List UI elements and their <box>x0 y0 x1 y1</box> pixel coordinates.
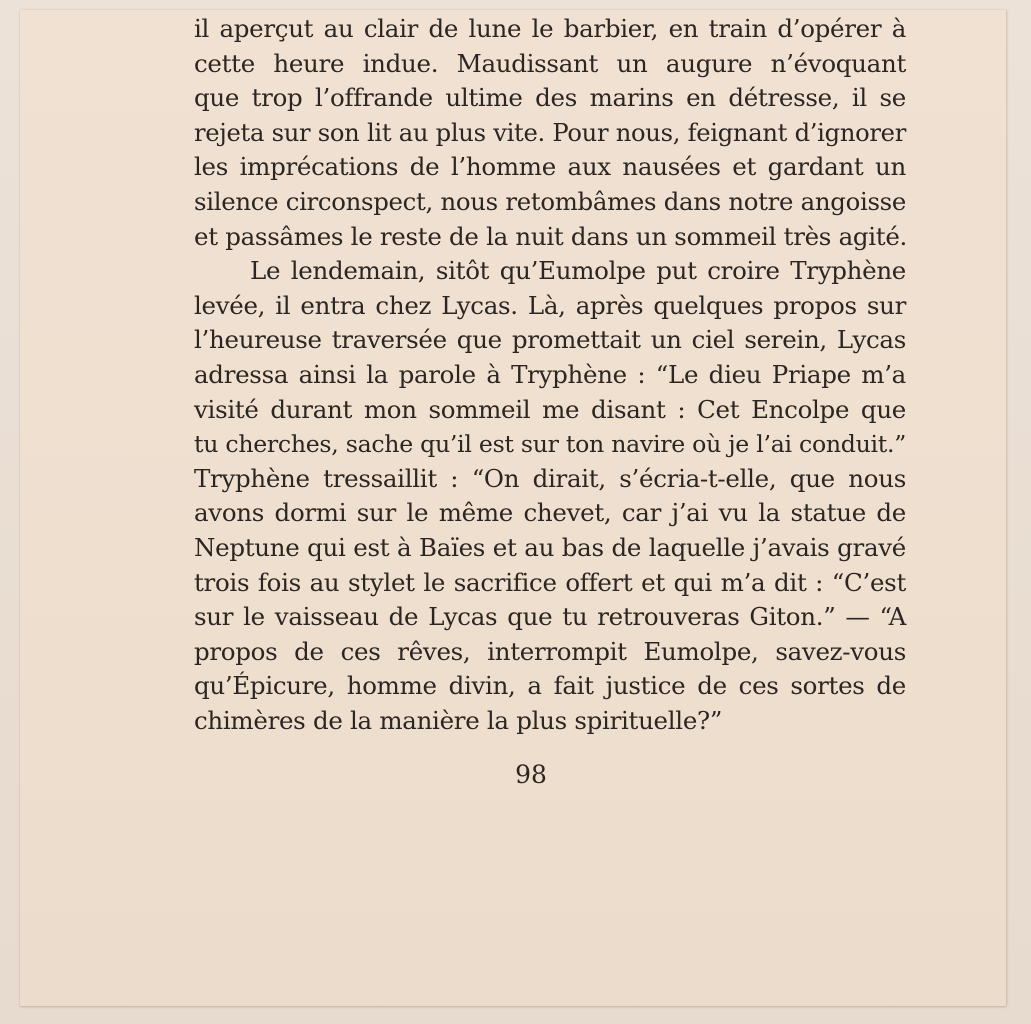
text-line: visité durant mon sommeil me disant : Cet Encolpe que <box>194 394 906 424</box>
text-line: que trop l’offrande ultime des marins en détresse, il se <box>194 83 906 113</box>
text-line: levée, il entra chez Lycas. Là, après quelques propos sur <box>194 290 906 320</box>
text-line: Neptune qui est à Baïes et au bas de laquelle j’avais gravé <box>194 532 906 562</box>
page-number: 98 <box>515 760 547 789</box>
text-line: chimères de la manière la plus spirituelle?” <box>194 705 723 735</box>
text-line: Tryphène tressaillit : “On dirait, s’écria-t-elle, que nous <box>194 463 906 493</box>
text-line: sur le vaisseau de Lycas que tu retrouveras Giton.” — “A <box>194 602 906 632</box>
text-line: il aperçut au clair de lune le barbier, en train d’opérer à <box>194 14 906 43</box>
text-line: l’heureuse traversée que promettait un ciel serein, Lycas <box>194 325 906 355</box>
text-line: silence circonspect, nous retombâmes dans notre angoisse <box>194 186 906 216</box>
text-line: adressa ainsi la parole à Tryphène : “Le dieu Priape m’a <box>194 359 906 389</box>
text-line: cette heure indue. Maudissant un augure n’évoquant <box>194 48 906 78</box>
text-line: qu’Épicure, homme divin, a fait justice de ces sortes de <box>194 671 906 701</box>
text-line: tu cherches, sache qu’il est sur ton navire où je l’ai conduit.” <box>194 430 906 459</box>
text-line: avons dormi sur le même chevet, car j’ai vu la statue de <box>194 498 906 528</box>
text-line: rejeta sur son lit au plus vite. Pour nous, feignant d’ignorer <box>194 118 906 147</box>
text-line: trois fois au stylet le sacrifice offert et qui m’a dit : “C’est <box>194 567 906 597</box>
text-line: et passâmes le reste de la nuit dans un sommeil très agité. <box>194 221 908 251</box>
text-line: propos de ces rêves, interrompit Eumolpe, savez-vous <box>194 636 906 666</box>
body-text <box>194 12 906 738</box>
book-page <box>20 10 1006 1006</box>
text-line: les imprécations de l’homme aux nausées et gardant un <box>194 152 906 182</box>
paragraph-first-line: Le lendemain, sitôt qu’Eumolpe put croire Tryphène <box>250 256 906 286</box>
